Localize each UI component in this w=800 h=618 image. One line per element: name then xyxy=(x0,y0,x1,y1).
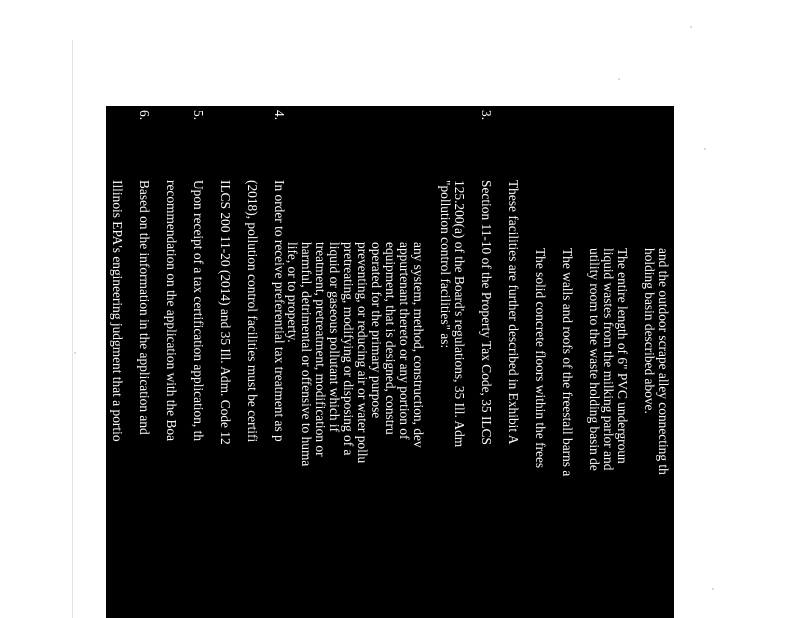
document-line: Illinois EPA's engineering judgment that a portio xyxy=(110,180,125,442)
document-line: In order to receive preferential tax treatment as p xyxy=(272,180,287,442)
document-line: be considered "pollution control facilities," purs xyxy=(83,180,98,438)
document-line: ILCS 200 11-20 (2014) and 35 Ill. Adm. Code 12 xyxy=(218,180,233,445)
document-line: The walls and roofs of the freestall barns a xyxy=(560,248,575,477)
document-line: holding basin described above. xyxy=(642,248,657,414)
document-line: any system, method, construction, dev xyxy=(411,242,426,448)
document-line: Section 11-10 of the Property Tax Code, 35 ILCS xyxy=(479,180,494,445)
scan-speck xyxy=(704,148,706,150)
document-line: These facilities are further described in Exhibit A xyxy=(506,180,521,445)
scan-speck xyxy=(618,78,620,80)
document-line: treatment, pretreatment, modification or xyxy=(313,242,328,457)
document-line: operated for the primary purpose xyxy=(369,242,384,419)
scan-speck xyxy=(690,26,692,28)
document-line: appurtenant thereto or any portion of xyxy=(397,242,412,440)
document-line: harmful, detrimental or offensive to huma xyxy=(299,242,314,467)
document-line: The entire length of 6" PVC undergroun xyxy=(615,248,630,464)
document-line: liquid or gaseous pollutant which if xyxy=(327,242,342,433)
document-line: Based on the information in the application and xyxy=(137,180,152,435)
document-line: utility room to the waste holding basin de xyxy=(587,248,602,471)
scanned-page xyxy=(83,106,674,618)
document-line: 125.200(a) of the Board's regulations, 35 Ill. Adm xyxy=(452,180,467,448)
document-line: and the outdoor scrape alley connecting th xyxy=(656,248,671,475)
document-line: equipment, that is designed, constru xyxy=(383,242,398,435)
document-line: (2018), pollution control facilities must be certifi xyxy=(245,180,260,443)
rotated-text-block xyxy=(83,106,674,618)
document-line: "pollution control facilities" as: xyxy=(438,180,453,349)
scan-speck xyxy=(74,352,76,354)
document-line: Upon receipt of a tax certification application, th xyxy=(191,180,206,442)
document-line: pretreating, modifying or disposing of a xyxy=(341,242,356,456)
document-line: life, or to property. xyxy=(285,242,300,343)
paragraph-number: 3. xyxy=(479,110,494,121)
document-line: liquid wastes from the milking parlor and xyxy=(601,248,616,471)
page-edge-line xyxy=(72,40,73,618)
scan-speck xyxy=(712,588,714,590)
document-line: recommendation on the application with the Boa xyxy=(164,180,179,442)
paragraph-number: 5. xyxy=(191,110,206,121)
paragraph-number: 4. xyxy=(272,110,287,121)
document-line: preventing, or reducing air or water pollu xyxy=(355,242,370,464)
document-line: The solid concrete floors within the frees xyxy=(533,248,548,469)
paragraph-number: 6. xyxy=(137,110,152,121)
